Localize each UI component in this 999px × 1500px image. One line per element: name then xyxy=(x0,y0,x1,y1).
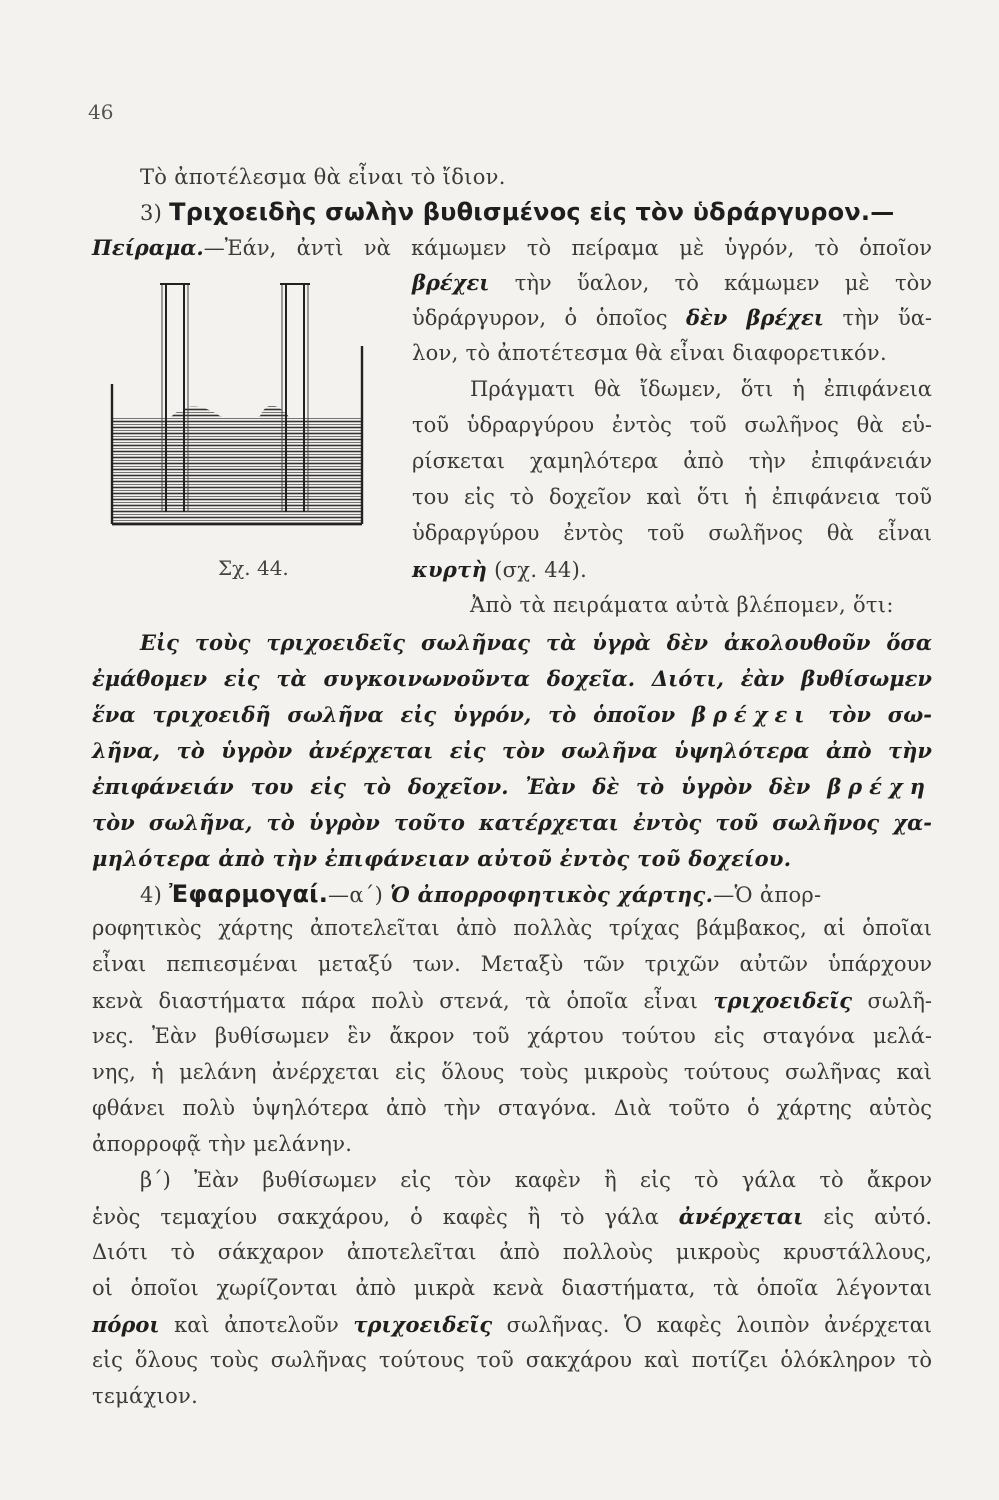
text-line xyxy=(412,270,932,295)
line-text: Πράγματι θὰ ἴδωμεν, ὅτι ἡ ἐπιφάνεια xyxy=(470,377,932,401)
text-line xyxy=(92,916,932,940)
line-text: —Ἐάν, ἀντὶ νὰ κάμωμεν τὸ πείραμα μὲ ὑγρόν, τὸ ὁποῖον xyxy=(203,236,932,260)
rule-text: τὸν σωλῆνα, τὸ ὑγρὸν τοῦτο κατέρχεται ἐντὸς τοῦ σωλῆνος χα- xyxy=(92,810,932,835)
text-line xyxy=(470,593,894,617)
text-line xyxy=(92,988,932,1013)
experiment-label: Πείραμα. xyxy=(92,235,204,260)
text-line xyxy=(92,1312,932,1337)
text-line xyxy=(92,1096,932,1120)
line-text: του εἰς τὸ δοχεῖον καὶ ὅτι ἡ ἐπιφάνεια τοῦ xyxy=(412,485,932,509)
line-text: καὶ ἀποτελοῦν xyxy=(159,1313,354,1337)
text-line xyxy=(412,449,932,473)
text-line xyxy=(470,377,932,401)
emphasis: τριχοειδεῖς xyxy=(713,988,853,1013)
page-number: 46 xyxy=(88,100,114,124)
line-text: (σχ. 44). xyxy=(487,558,588,582)
line-text: Ἀπὸ τὰ πειράματα αὐτὰ βλέπομεν, ὅτι: xyxy=(470,593,894,617)
line-text: εἶναι πεπιεσμέναι μεταξύ των. Μεταξὺ τῶν τριχῶν αὐτῶν ὑπάρχουν xyxy=(92,952,932,976)
text-line xyxy=(412,521,932,545)
line-text: Τὸ ἀποτέλεσμα θὰ εἶναι τὸ ἴδιον. xyxy=(140,165,506,189)
text-line xyxy=(140,165,506,189)
text-line xyxy=(92,235,932,260)
text-line xyxy=(92,1132,352,1156)
text-line xyxy=(92,1060,932,1084)
line-text: β΄) Ἐὰν βυθίσωμεν εἰς τὸν καφὲν ἢ εἰς τὸ γάλα τὸ ἄκρον xyxy=(140,1168,932,1192)
text-line xyxy=(412,557,587,582)
line-text: τεμάχιον. xyxy=(92,1384,199,1408)
figure-caption: Σχ. 44. xyxy=(218,556,289,580)
text-line xyxy=(92,1384,198,1408)
text-line xyxy=(92,952,932,976)
text-line xyxy=(92,666,932,691)
rule-text: ἐπιφάνειάν του εἰς τὸ δοχεῖον. xyxy=(92,774,526,799)
text-line xyxy=(92,846,791,871)
text-line xyxy=(412,341,887,365)
rule-text: μηλότερα ἀπὸ τὴν ἐπιφάνειαν αὐτοῦ ἐντὸς τοῦ δοχείου. xyxy=(92,846,792,871)
rule-text: Διότι, ἐὰν βυθίσωμεν xyxy=(651,666,932,691)
rule-text: τὸν σω- xyxy=(811,702,932,727)
text-line xyxy=(412,485,932,509)
line-text: τὴν ὕα- xyxy=(823,306,933,330)
rule-text: ἐμάθομεν εἰς τὰ συγκοινωνοῦντα δοχεῖα. xyxy=(92,666,652,691)
rule-text: Εἰς τοὺς τριχοειδεῖς σωλῆνας τὰ ὑγρὰ δὲν ἀκολουθοῦν ὅσα xyxy=(140,630,932,655)
line-text: ἀπορροφᾷ τὴν μελάνην. xyxy=(92,1132,353,1156)
rule-text: Ἐὰν δὲ τὸ ὑγρὸν δὲν xyxy=(525,774,828,799)
line-text: τὴν ὕαλον, τὸ κάμωμεν μὲ τὸν xyxy=(489,271,932,295)
text-line xyxy=(92,702,932,727)
line-text: κενὰ διαστήματα πάρα πολὺ στενά, τὰ ὁποῖα εἶναι xyxy=(92,989,714,1013)
text-line xyxy=(92,1204,932,1229)
text-line xyxy=(140,630,932,655)
spaced-emphasis: βρέχει xyxy=(692,702,812,727)
line-text: σωλῆ- xyxy=(852,989,932,1013)
section-heading-4 xyxy=(140,880,821,908)
line-text: φθάνει πολὺ ὑψηλότερα ἀπὸ τὴν σταγόνα. Διὰ τοῦτο ὁ χάρτης αὐτὸς xyxy=(92,1096,932,1120)
capillary-diagram xyxy=(100,276,375,546)
figure-capillary-mercury xyxy=(100,276,375,546)
section-heading-3 xyxy=(140,198,894,226)
section-number: 3) xyxy=(140,201,170,225)
line-text: σωλῆνας. Ὁ καφὲς λοιπὸν ἀνέρχεται xyxy=(492,1313,932,1337)
line-text: ὑδραργύρου ἐντὸς τοῦ σωλῆνος θὰ εἶναι xyxy=(412,521,932,545)
emphasis: κυρτὴ xyxy=(412,557,488,582)
rule-text: λῆνα, τὸ ὑγρὸν ἀνέρχεται εἰς τὸν σωλῆνα ὑψηλότερα ἀπὸ τὴν xyxy=(92,738,932,763)
line-text: Διότι τὸ σάκχαρον ἀποτελεῖται ἀπὸ πολλοὺς μικροὺς κρυστάλλους, xyxy=(92,1240,932,1264)
text-line xyxy=(92,1024,932,1048)
line-text: τοῦ ὑδραργύρου ἐντὸς τοῦ σωλῆνος θὰ εὑ- xyxy=(412,413,932,437)
line-text: νες. Ἐὰν βυθίσωμεν ἓν ἄκρον τοῦ χάρτου τούτου εἰς σταγόνα μελά- xyxy=(92,1024,932,1048)
emphasis: ἀνέρχεται xyxy=(678,1204,804,1229)
section-title: Ἐφαρμογαί. xyxy=(169,880,329,908)
text-line xyxy=(92,1240,932,1264)
line-text: οἱ ὁποῖοι χωρίζονται ἀπὸ μικρὰ κενὰ διαστήματα, τὰ ὁποῖα λέγονται xyxy=(92,1276,932,1300)
emphasis: δὲν βρέχει xyxy=(686,305,824,330)
spaced-emphasis: βρέχη xyxy=(827,774,932,799)
line-text: ἑνὸς τεμαχίου σακχάρου, ὁ καφὲς ἢ τὸ γάλα xyxy=(92,1205,679,1229)
text-line xyxy=(92,1348,932,1372)
text-line xyxy=(140,1168,932,1192)
line-text: ροφητικὸς χάρτης ἀποτελεῖται ἀπὸ πολλὰς τρίχας βάμβακος, αἱ ὁποῖαι xyxy=(92,916,932,940)
emphasis: τριχοειδεῖς xyxy=(353,1312,493,1337)
line-text: εἰς αὐτό. xyxy=(803,1205,932,1229)
line-text: λον, τὸ ἀποτέτεσμα θὰ εἶναι διαφορετικόν. xyxy=(412,341,887,365)
subsection-title: Ὁ ἀπορροφητικὸς χάρτης. xyxy=(390,882,714,907)
emphasis: πόροι xyxy=(92,1312,160,1337)
section-number: 4) xyxy=(140,883,170,907)
emphasis: βρέχει xyxy=(412,270,490,295)
line-text: —Ὁ ἀπορ- xyxy=(713,883,822,907)
line-text: ὑδράργυρον, ὁ ὁποῖος xyxy=(412,306,686,330)
text-line xyxy=(92,1276,932,1300)
text-line xyxy=(92,774,932,799)
text-line xyxy=(92,810,932,835)
text-line xyxy=(412,413,932,437)
text-line xyxy=(92,738,932,763)
line-text: νης, ἡ μελάνη ἀνέρχεται εἰς ὅλους τοὺς μικροὺς τούτους σωλῆνας καὶ xyxy=(92,1060,932,1084)
text-line xyxy=(412,305,932,330)
rule-text: ἕνα τριχοειδῆ σωλῆνα εἰς ὑγρόν, τὸ ὁποῖον xyxy=(92,702,693,727)
line-text: —α΄) xyxy=(328,883,391,907)
line-text: εἰς ὅλους τοὺς σωλῆνας τούτους τοῦ σακχάρου καὶ ποτίζει ὁλόκληρον τὸ xyxy=(92,1348,932,1372)
line-text: ρίσκεται χαμηλότερα ἀπὸ τὴν ἐπιφάνειάν xyxy=(412,449,932,473)
section-title: Τριχοειδὴς σωλὴν βυθισμένος εἰς τὸν ὑδράργυρον.— xyxy=(169,198,895,226)
